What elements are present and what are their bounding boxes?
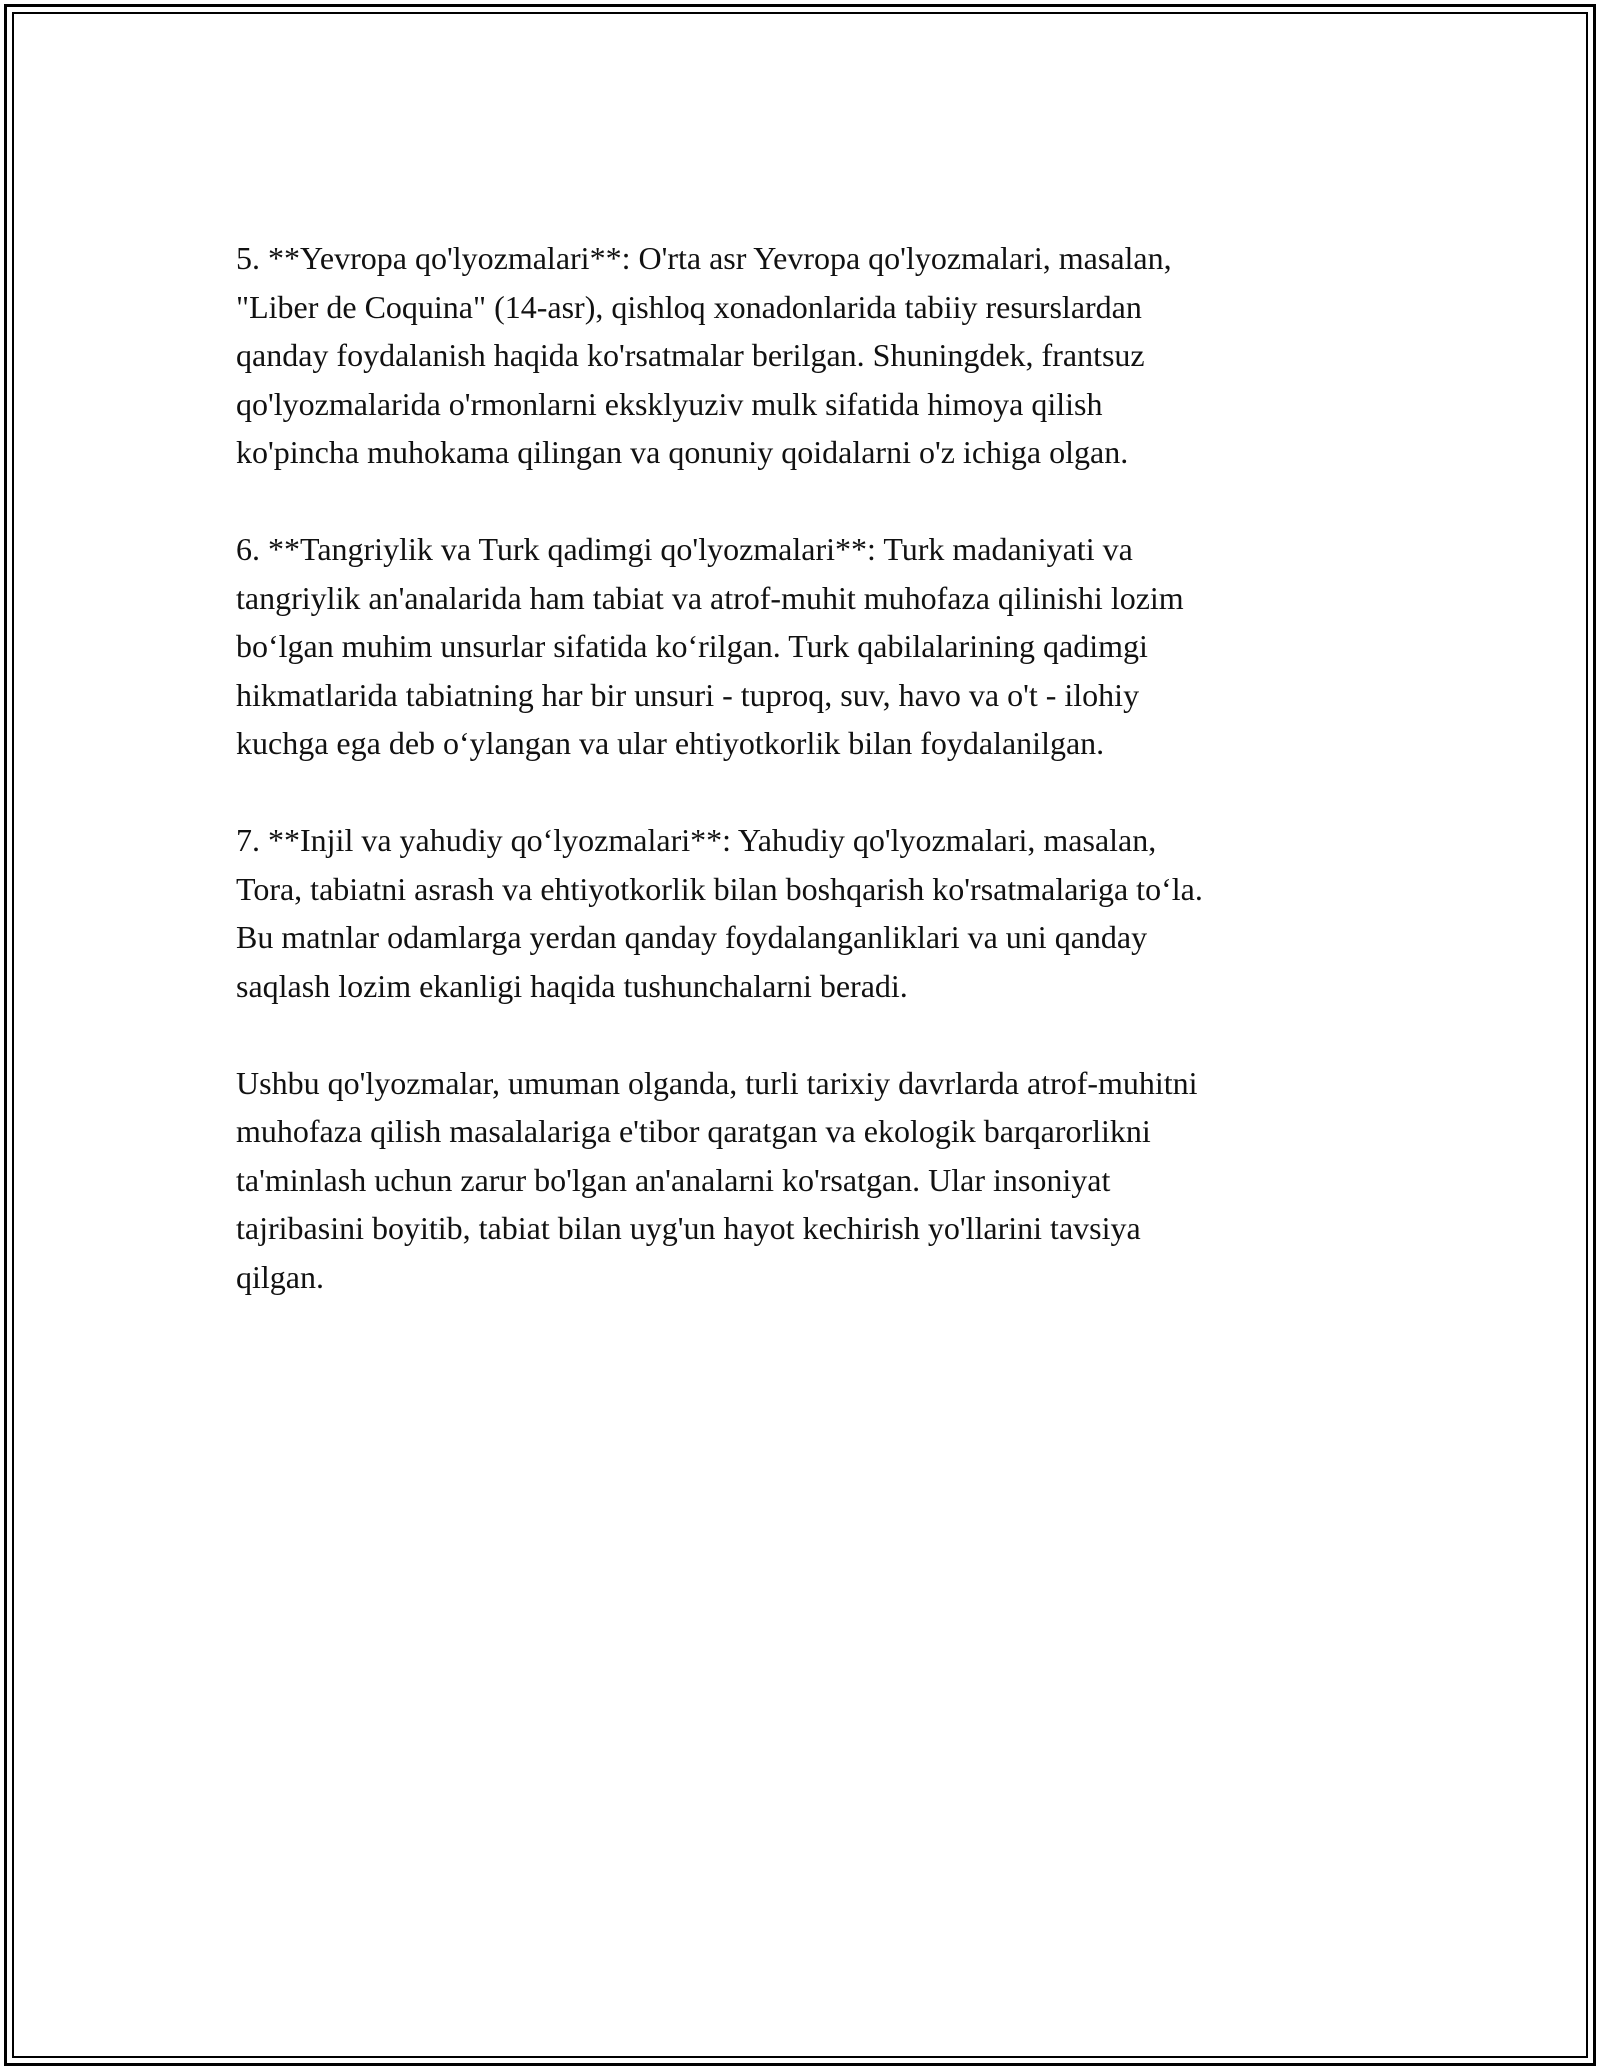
paragraph-conclusion: Ushbu qo'lyozmalar, umuman olganda, turli tarixiy davrlarda atrof-muhitni muhofaza qilish masalalariga e'tibor qaratgan va ekologik barqarorlikni ta'minlash uchun zarur bo'lgan an'analarni ko'rsatgan. Ular insoniyat tajribasini boyitib, tabiat bilan uyg'un hayot kechirish yo'llarini tavsiya qilgan.: [236, 1064, 1198, 1295]
paragraph-injil-yahudiy-manuscripts: 7. **Injil va yahudiy qo‘lyozmalari**: Yahudiy qo'lyozmalari, masalan, Tora, tabiatni asrash va ehtiyotkorlik bilan boshqarish ko'rsatmalariga to‘la. Bu matnlar odamlarga yerdan qanday foydalanganliklari va uni qanday saqlash lozim ekanligi haqida tushunchalarni beradi.: [236, 822, 1203, 1004]
paragraph-tangriylik-turk-manuscripts: 6. **Tangriylik va Turk qadimgi qo'lyozmalari**: Turk madaniyati va tangriylik an'analarida ham tabiat va atrof-muhit muhofaza qilinishi lozim bo‘lgan muhim unsurlar sifatida ko‘rilgan. Turk qabilalarining qadimgi hikmatlarida tabiatning har bir unsuri - tuproq, suv, havo va o't - ilohiy kuchga ega deb o‘ylangan va ular ehtiyotkorlik bilan foydalanilgan.: [236, 531, 1184, 761]
paragraph-yevropa-manuscripts: 5. **Yevropa qo'lyozmalari**: O'rta asr Yevropa qo'lyozmalari, masalan, "Liber de Coquina" (14-asr), qishloq xonadonlarida tabiiy resurslardan qanday foydalanish haqida ko'rsatmalar berilgan. Shuningdek, frantsuz qo'lyozmalarida o'rmonlarni eksklyuziv mulk sifatida himoya qilish ko'pincha muhokama qilingan va qonuniy qoidalarni o'z ichiga olgan.: [236, 240, 1172, 470]
document-body: [236, 234, 1356, 1350]
